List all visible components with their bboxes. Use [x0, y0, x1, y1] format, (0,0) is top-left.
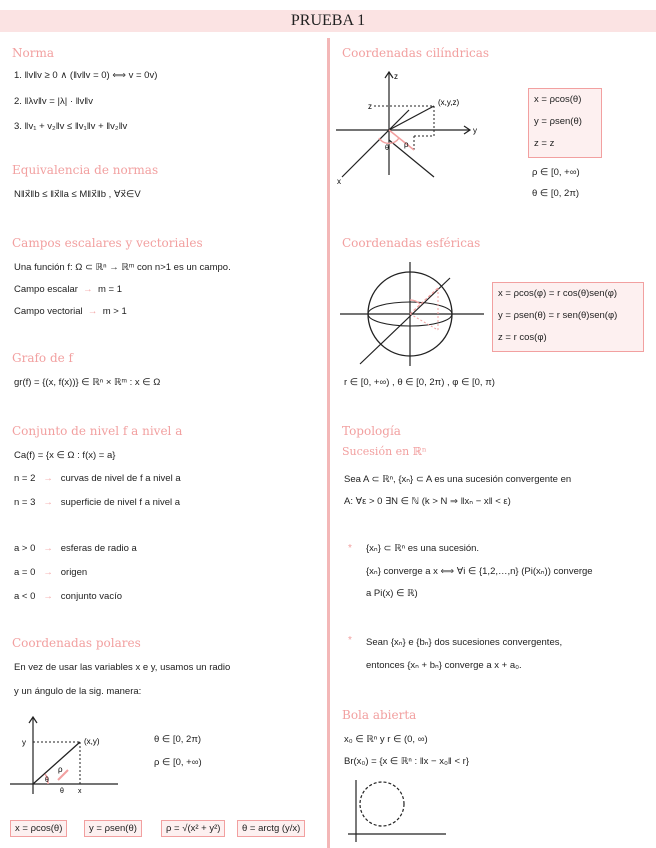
grafo-formula: gr(f) = {(x, f(x))} ∈ ℝⁿ × ℝᵐ : x ∈ Ω: [14, 377, 161, 388]
arrow-icon: →: [43, 543, 53, 554]
arrow-icon: →: [87, 306, 98, 317]
cyl-label-z-axis: z: [394, 72, 398, 81]
heading-equivalencia: Equivalencia de normas: [12, 163, 159, 177]
sph-eq-x: x = ρcos(φ) = r cos(θ)sen(φ): [498, 288, 618, 299]
topologia-line-1: Sea A ⊂ ℝⁿ, {xₙ} ⊂ A es una sucesión convergente en: [344, 474, 572, 485]
cyl-point-line: [389, 106, 434, 130]
spherical-diagram: [338, 260, 488, 370]
polar-label-theta: θ: [60, 788, 64, 795]
sph-eq-z: z = r cos(φ): [498, 332, 547, 343]
polar-label-theta-arc: θ: [45, 777, 49, 784]
sph-x-axis: [360, 278, 450, 364]
open-ball-diagram: [342, 776, 452, 844]
cyl-range-theta: θ ∈ [0, 2π): [532, 188, 580, 199]
polar-box-theta: θ = arctg (y/x): [237, 820, 305, 837]
cyl-label-theta: θ: [385, 145, 389, 152]
polar-radius-line: [33, 742, 80, 784]
norma-item-2: 2. ‖λv‖v = |λ| · ‖v‖v: [14, 96, 93, 107]
arrow-icon: →: [43, 497, 53, 508]
conjunto-azero-row: [14, 567, 87, 578]
cylindrical-box: [528, 88, 602, 158]
page-title: PRUEBA 1: [290, 12, 366, 29]
topologia-line-2: A: ∀ε > 0 ∃N ∈ ℕ (k > N ⇒ ‖xₙ − x‖ < ε): [344, 496, 511, 507]
norma-item-3: 3. ‖v₁ + v₂‖v ≤ ‖v₁‖v + ‖v₂‖v: [14, 121, 128, 132]
polar-range-rho: ρ ∈ [0, +∞): [154, 757, 202, 768]
heading-campos: Campos escalares y vectoriales: [12, 236, 203, 250]
polar-range-theta: θ ∈ [0, 2π): [154, 734, 202, 745]
spherical-box: [492, 282, 644, 352]
cyl-label-y-axis: y: [473, 126, 477, 135]
sph-ranges: r ∈ [0, +∞) , θ ∈ [0, 2π) , φ ∈ [0, π): [344, 377, 495, 388]
conjunto-n2-row: [14, 473, 181, 484]
conjunto-aneg-row: [14, 591, 122, 602]
cyl-label-point: (x,y,z): [438, 98, 460, 107]
cyl-range-rho: ρ ∈ [0, +∞): [532, 167, 580, 178]
cyl-eq-y: y = ρsen(θ): [534, 116, 582, 127]
polares-text-1: En vez de usar las variables x e y, usamos un radio: [14, 662, 231, 673]
conjunto-n3-text: superficie de nivel f a nivel a: [60, 497, 181, 508]
open-ball-circle: [360, 782, 404, 826]
polares-text-2: y un ángulo de la sig. manera:: [14, 686, 142, 697]
conjunto-n2-label: n = 2: [14, 473, 36, 484]
heading-polares: Coordenadas polares: [12, 636, 141, 650]
polar-label-point: (x,y): [84, 737, 100, 746]
equivalencia-formula: N‖x⃗‖b ≤ ‖x⃗‖a ≤ M‖x⃗‖b , ∀x⃗∈V: [14, 189, 141, 200]
polar-label-x: x: [78, 788, 82, 795]
polar-box-y: y = ρsen(θ): [84, 820, 142, 837]
bullet-icon: *: [348, 635, 352, 646]
cyl-label-rho: ρ: [404, 140, 409, 149]
cyl-label-z: z: [368, 102, 372, 111]
heading-norma: Norma: [12, 46, 54, 60]
conjunto-n3-row: [14, 497, 180, 508]
bullet1-line-3: a Pi(x) ∈ ℝ): [366, 588, 418, 599]
column-divider: [327, 38, 330, 848]
polar-label-rho: ρ: [58, 765, 63, 774]
sph-eq-y: y = ρsen(θ) = r sen(θ)sen(φ): [498, 310, 618, 321]
campo-vectorial-row: [14, 306, 127, 317]
cyl-eq-x: x = ρcos(θ): [534, 94, 582, 105]
campo-escalar-row: [14, 284, 122, 295]
norma-item-1: 1. ‖v‖v ≥ 0 ∧ (‖v‖v = 0) ⟺ v = 0v): [14, 70, 158, 81]
bullet2-line-1: Sean {xₙ} e {bₙ} dos sucesiones convergentes,: [366, 637, 563, 648]
campos-definition: Una función f: Ω ⊂ ℝⁿ → ℝᵐ con n>1 es un campo.: [14, 262, 231, 273]
heading-cilindricas: Coordenadas cilíndricas: [342, 46, 490, 60]
conjunto-n3-label: n = 3: [14, 497, 36, 508]
campo-vectorial-label: Campo vectorial: [14, 306, 83, 317]
arrow-icon: →: [43, 591, 53, 602]
campo-escalar-label: Campo escalar: [14, 284, 78, 295]
polar-label-y: y: [22, 738, 26, 747]
campo-escalar-value: m = 1: [97, 284, 122, 295]
conjunto-n2-text: curvas de nivel de f a nivel a: [60, 473, 181, 484]
bullet1-line-2: {xₙ} converge a x ⟺ ∀i ∈ {1,2,…,n} (Pi(xₙ)) converge: [366, 566, 593, 577]
cyl-eq-z: z = z: [534, 138, 555, 149]
conjunto-apos-label: a > 0: [14, 543, 36, 554]
conjunto-apos-row: [14, 543, 137, 554]
cyl-x-axis: [342, 110, 409, 177]
conjunto-aneg-label: a < 0: [14, 591, 36, 602]
polar-box-rho: ρ = √(x² + y²): [161, 820, 225, 837]
conjunto-azero-label: a = 0: [14, 567, 36, 578]
cyl-label-x-axis: x: [337, 177, 341, 185]
cyl-rho-line: [389, 130, 414, 150]
bola-line-2: Br(x₀) = {x ∈ ℝⁿ : ‖x − x₀‖ < r}: [344, 756, 470, 767]
conjunto-apos-text: esferas de radio a: [60, 543, 137, 554]
heading-bola: Bola abierta: [342, 708, 417, 722]
bullet2-line-2: entonces {xₙ + bₙ} converge a x + a₀.: [366, 660, 522, 671]
bola-line-1: x₀ ∈ ℝⁿ y r ∈ (0, ∞): [344, 734, 428, 745]
polar-diagram: [8, 714, 128, 796]
cylindrical-diagram: [334, 70, 494, 185]
heading-grafo: Grafo de f: [12, 351, 73, 365]
heading-esfericas: Coordenadas esféricas: [342, 236, 481, 250]
conjunto-azero-text: origen: [60, 567, 88, 578]
conjunto-formula: Ca(f) = {x ∈ Ω : f(x) = a}: [14, 450, 116, 461]
arrow-icon: →: [43, 473, 53, 484]
conjunto-aneg-text: conjunto vacío: [60, 591, 123, 602]
bullet1-line-1: {xₙ} ⊂ ℝⁿ es una sucesión.: [366, 543, 480, 554]
heading-topologia: Topología: [342, 424, 401, 438]
arrow-icon: →: [43, 567, 53, 578]
heading-conjunto: Conjunto de nivel f a nivel a: [12, 424, 183, 438]
bullet-icon: *: [348, 543, 352, 554]
polar-box-x: x = ρcos(θ): [10, 820, 67, 837]
arrow-icon: →: [83, 284, 93, 295]
subheading-sucesion: Sucesión en ℝⁿ: [342, 445, 427, 458]
campo-vectorial-value: m > 1: [102, 306, 127, 317]
page-title-banner: [0, 10, 656, 32]
